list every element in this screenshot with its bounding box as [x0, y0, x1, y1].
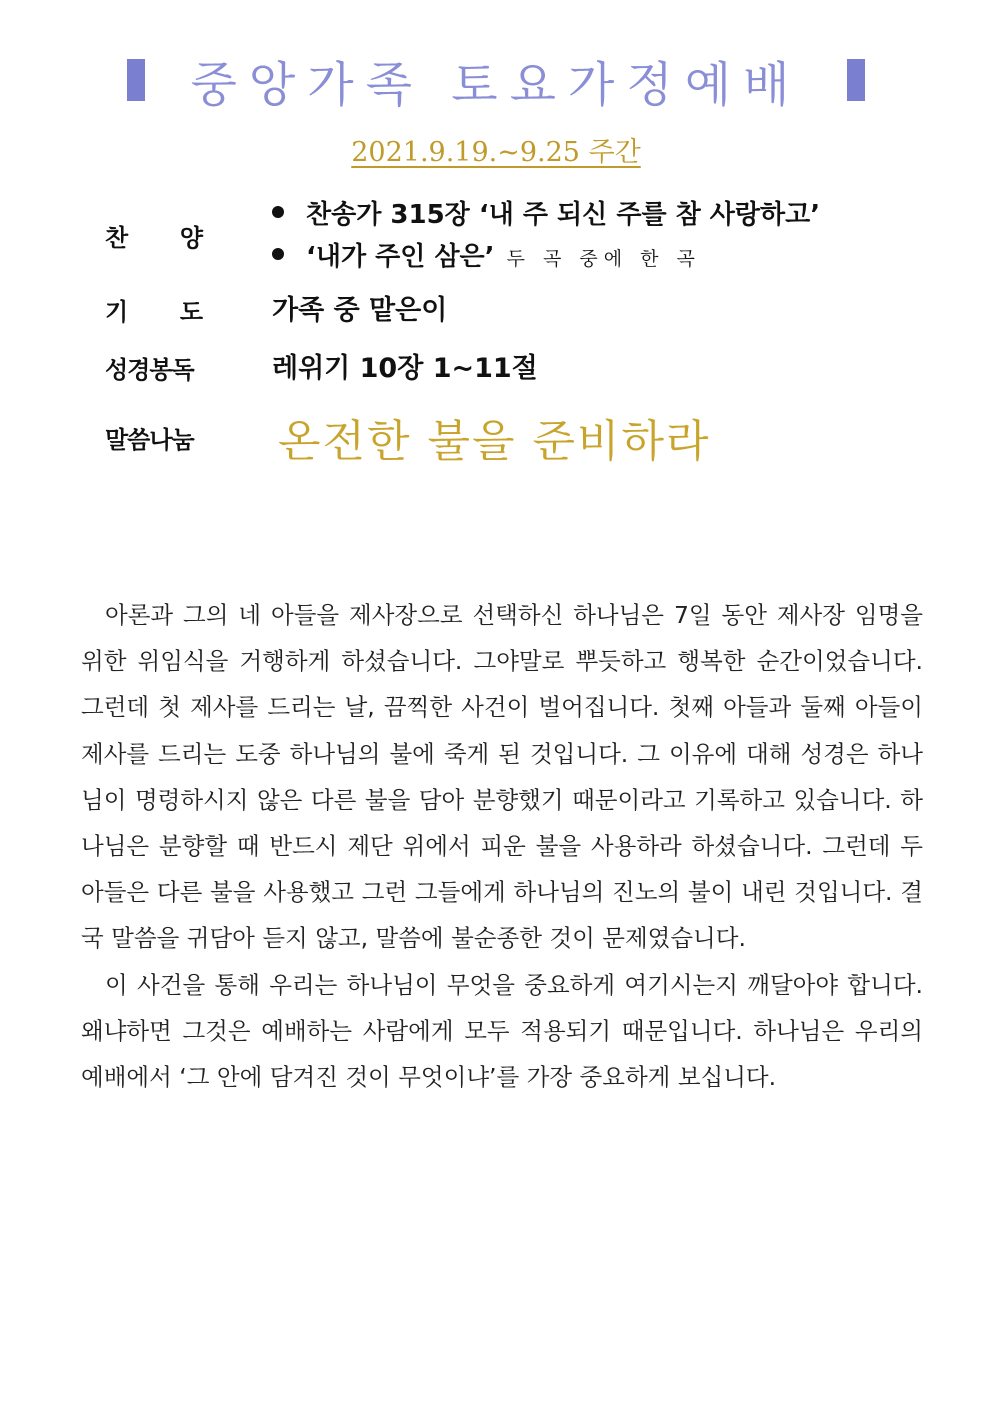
hymn-item: [272, 194, 820, 231]
bullet-icon: [272, 206, 284, 218]
sermon-body: [81, 592, 923, 1100]
prayer-label-char-1: 기: [105, 298, 129, 326]
sermon-label: 말씀나눔: [105, 426, 194, 454]
body-paragraph: 이 사건을 통해 우리는 하나님이 무엇을 중요하게 여기시는지 깨달아야 합니다. 왜냐하면 그것은 예배하는 사람에게 모두 적용되기 때문입니다. 하나님은 우리의 예배에서 ‘그 안에 담겨진 것이 무엇이냐’를 가장 중요하게 보십니다.: [81, 970, 923, 1092]
hymn-label: [105, 218, 203, 253]
reading-label: 성경봉독: [105, 356, 194, 384]
hymn-label-char-2: 양: [179, 224, 203, 252]
title-bar-left: [127, 59, 145, 101]
week-date: 2021.9.19.~9.25 주간: [351, 137, 641, 168]
body-paragraph: 아론과 그의 네 아들을 제사장으로 선택하신 하나님은 7일 동안 제사장 임명을 위한 위임식을 거행하게 하셨습니다. 그야말로 뿌듯하고 행복한 순간이었습니다. 그런데 첫 제사를 드리는 날, 끔찍한 사건이 벌어집니다. 첫째 아들과 둘째 아들이 제사를 드리는 도중 하나님의 불에 죽게 된 것입니다. 그 이유에 대해 성경은 하나님이 명령하시지 않은 다른 불을 담아 분향했기 때문이라고 기록하고 있습니다. 하나님은 분향할 때 반드시 제단 위에서 피운 불을 사용하라 하셨습니다. 그런데 두 아들은 다른 불을 사용했고 그런 그들에게 하나님의 진노의 불이 내린 것입니다. 결국 말씀을 귀담아 듣지 않고, 말씀에 불순종한 것이 문제였습니다.: [81, 601, 923, 953]
title-bar-right: [847, 59, 865, 101]
hymn-item-note: 두 곡 중에 한 곡: [506, 248, 701, 270]
prayer-label-char-2: 도: [179, 298, 203, 326]
hymn-item-text: 찬송가 315장 ‘내 주 되신 주를 참 사랑하고’: [306, 200, 821, 230]
prayer-label: [105, 292, 203, 327]
prayer-value: 가족 중 맡은이: [272, 295, 448, 326]
title-row: [0, 48, 992, 112]
bullet-icon: [272, 248, 284, 260]
hymn-label-char-1: 찬: [105, 224, 129, 252]
reading-value: 레위기 10장 1~11절: [272, 353, 538, 384]
hymn-item-text: ‘내가 주인 삼은’: [306, 242, 495, 272]
page-title: 중앙가족 토요가정예배: [190, 56, 802, 113]
hymn-item: [272, 236, 701, 273]
sermon-title: 온전한 불을 준비하라: [278, 416, 711, 467]
